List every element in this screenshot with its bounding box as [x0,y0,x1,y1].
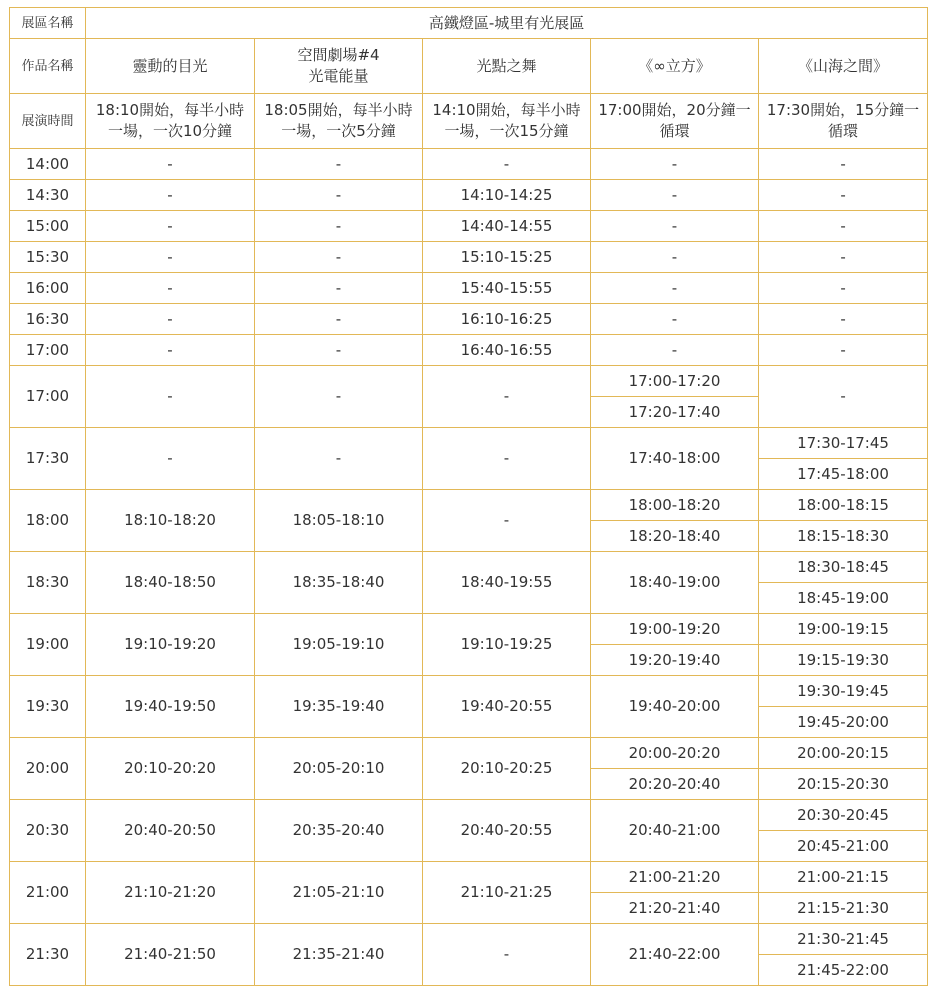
session-cell: 20:40-20:55 [423,800,591,862]
session-cell: 17:45-18:00 [759,459,928,490]
session-cell: - [759,180,928,211]
time-slot-row [10,242,928,273]
work-schedule-cell: 17:30開始，15分鐘一循環 [759,94,928,149]
work-schedule-cell: 18:05開始，每半小時一場，一次5分鐘 [255,94,423,149]
session-cell: - [86,211,255,242]
session-cell: - [759,304,928,335]
session-cell: 21:35-21:40 [255,924,423,986]
session-cell: 20:30-20:45 [759,800,928,831]
session-cell: 20:20-20:40 [591,769,759,800]
time-slot-label: 19:00 [10,614,86,676]
session-cell: - [255,304,423,335]
session-cell: 18:45-19:00 [759,583,928,614]
time-slot-label: 18:30 [10,552,86,614]
session-cell: 20:40-21:00 [591,800,759,862]
time-slot-label: 16:30 [10,304,86,335]
session-cell: 20:00-20:15 [759,738,928,769]
time-slot-row [10,180,928,211]
session-cell: - [86,149,255,180]
session-cell: 16:10-16:25 [423,304,591,335]
time-slot-row [10,614,928,645]
session-cell: 18:15-18:30 [759,521,928,552]
session-cell: 19:45-20:00 [759,707,928,738]
session-cell: - [255,428,423,490]
work-name-cell: 光點之舞 [423,39,591,94]
time-slot-row [10,676,928,707]
time-slot-row [10,335,928,366]
session-cell: 18:40-18:50 [86,552,255,614]
session-cell: - [255,180,423,211]
session-cell: - [86,335,255,366]
session-cell: - [423,149,591,180]
time-label: 展演時間 [10,94,86,149]
work-name-cell: 靈動的目光 [86,39,255,94]
session-cell: - [759,211,928,242]
session-cell: - [255,366,423,428]
session-cell: - [255,149,423,180]
schedule-body [10,8,928,986]
session-cell: 17:40-18:00 [591,428,759,490]
session-cell: - [591,180,759,211]
session-cell: - [591,304,759,335]
session-cell: - [86,273,255,304]
work-schedule-cell: 18:10開始，每半小時一場，一次10分鐘 [86,94,255,149]
time-slot-label: 15:00 [10,211,86,242]
session-cell: 19:30-19:45 [759,676,928,707]
session-cell: 14:40-14:55 [423,211,591,242]
time-slot-row [10,366,928,397]
time-slot-row [10,800,928,831]
time-slot-row [10,924,928,955]
work-name-cell: 《山海之間》 [759,39,928,94]
schedule-header-row [10,94,928,149]
session-cell: - [591,211,759,242]
session-cell: - [423,428,591,490]
session-cell: 21:15-21:30 [759,893,928,924]
time-slot-row [10,211,928,242]
session-cell: - [759,335,928,366]
session-cell: 19:10-19:20 [86,614,255,676]
time-slot-row [10,738,928,769]
time-slot-row [10,428,928,459]
session-cell: 15:10-15:25 [423,242,591,273]
session-cell: 20:00-20:20 [591,738,759,769]
session-cell: 19:05-19:10 [255,614,423,676]
session-cell: 21:00-21:15 [759,862,928,893]
session-cell: 20:10-20:25 [423,738,591,800]
session-cell: 18:30-18:45 [759,552,928,583]
session-cell: 18:00-18:15 [759,490,928,521]
time-slot-label: 17:00 [10,366,86,428]
session-cell: 20:40-20:50 [86,800,255,862]
session-cell: 20:05-20:10 [255,738,423,800]
time-slot-label: 18:00 [10,490,86,552]
session-cell: 17:30-17:45 [759,428,928,459]
time-slot-label: 21:00 [10,862,86,924]
session-cell: 18:05-18:10 [255,490,423,552]
time-slot-row [10,304,928,335]
session-cell: 18:10-18:20 [86,490,255,552]
session-cell: - [86,428,255,490]
session-cell: - [759,273,928,304]
session-cell: - [591,273,759,304]
time-slot-label: 14:30 [10,180,86,211]
session-cell: 19:35-19:40 [255,676,423,738]
session-cell: - [591,149,759,180]
session-cell: 19:10-19:25 [423,614,591,676]
time-slot-label: 14:00 [10,149,86,180]
session-cell: 20:45-21:00 [759,831,928,862]
session-cell: 21:40-22:00 [591,924,759,986]
session-cell: 21:10-21:25 [423,862,591,924]
time-slot-label: 15:30 [10,242,86,273]
session-cell: 21:40-21:50 [86,924,255,986]
session-cell: 19:40-19:50 [86,676,255,738]
session-cell: - [591,335,759,366]
session-cell: 15:40-15:55 [423,273,591,304]
time-slot-row [10,149,928,180]
session-cell: 16:40-16:55 [423,335,591,366]
work-name-cell: 空間劇場#4 光電能量 [255,39,423,94]
zone-label: 展區名稱 [10,8,86,39]
session-cell: 17:20-17:40 [591,397,759,428]
session-cell: - [423,490,591,552]
session-cell: 18:20-18:40 [591,521,759,552]
works-label: 作品名稱 [10,39,86,94]
session-cell: 14:10-14:25 [423,180,591,211]
session-cell: - [86,304,255,335]
session-cell: - [86,366,255,428]
work-name-cell: 《∞立方》 [591,39,759,94]
time-slot-label: 20:30 [10,800,86,862]
session-cell: 18:00-18:20 [591,490,759,521]
time-slot-label: 21:30 [10,924,86,986]
session-cell: 18:40-19:00 [591,552,759,614]
session-cell: - [86,180,255,211]
session-cell: 19:40-20:55 [423,676,591,738]
schedule-table [9,7,928,986]
time-slot-label: 19:30 [10,676,86,738]
works-header-row [10,39,928,94]
work-schedule-cell: 17:00開始，20分鐘一循環 [591,94,759,149]
time-slot-label: 17:00 [10,335,86,366]
session-cell: 21:10-21:20 [86,862,255,924]
session-cell: - [255,273,423,304]
time-slot-row [10,862,928,893]
session-cell: - [423,366,591,428]
session-cell: 18:40-19:55 [423,552,591,614]
session-cell: 21:05-21:10 [255,862,423,924]
session-cell: 20:10-20:20 [86,738,255,800]
session-cell: - [759,149,928,180]
session-cell: 21:30-21:45 [759,924,928,955]
session-cell: - [255,211,423,242]
session-cell: 19:00-19:15 [759,614,928,645]
work-schedule-cell: 14:10開始，每半小時一場，一次15分鐘 [423,94,591,149]
session-cell: - [591,242,759,273]
session-cell: 21:45-22:00 [759,955,928,986]
session-cell: 21:00-21:20 [591,862,759,893]
zone-header-row [10,8,928,39]
session-cell: 19:40-20:00 [591,676,759,738]
session-cell: 18:35-18:40 [255,552,423,614]
session-cell: - [255,242,423,273]
session-cell: 20:35-20:40 [255,800,423,862]
session-cell: 20:15-20:30 [759,769,928,800]
time-slot-row [10,273,928,304]
session-cell: 19:20-19:40 [591,645,759,676]
time-slot-label: 17:30 [10,428,86,490]
session-cell: 17:00-17:20 [591,366,759,397]
session-cell: 21:20-21:40 [591,893,759,924]
time-slot-label: 20:00 [10,738,86,800]
session-cell: - [86,242,255,273]
time-slot-label: 16:00 [10,273,86,304]
session-cell: 19:00-19:20 [591,614,759,645]
time-slot-row [10,552,928,583]
time-slot-row [10,490,928,521]
session-cell: - [759,366,928,428]
session-cell: - [759,242,928,273]
session-cell: - [423,924,591,986]
session-cell: 19:15-19:30 [759,645,928,676]
zone-name: 高鐵燈區-城里有光展區 [86,8,928,39]
session-cell: - [255,335,423,366]
